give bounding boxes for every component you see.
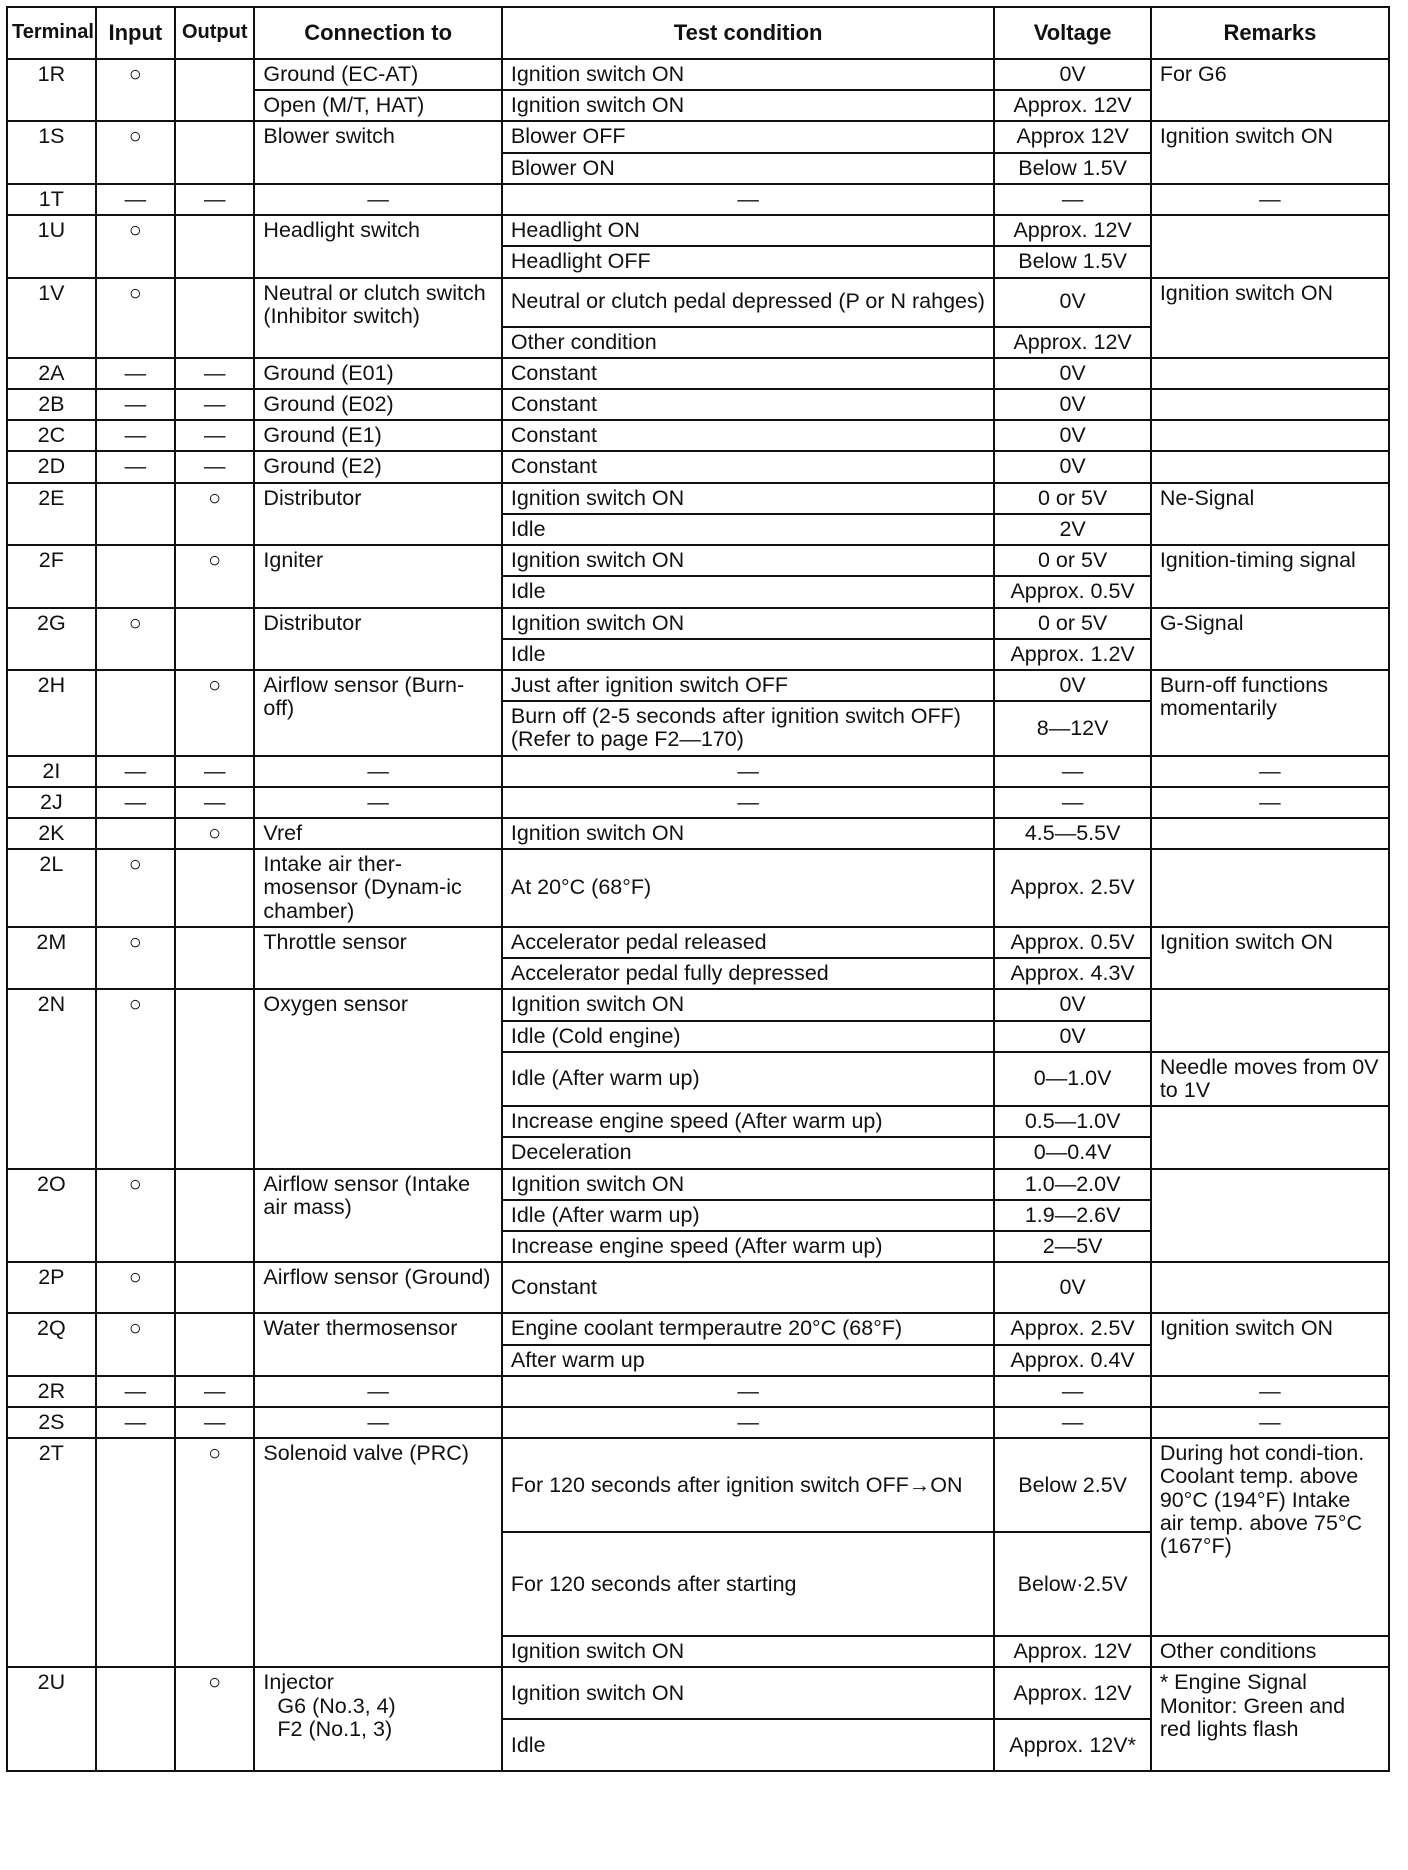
test-condition-cell: Ignition switch ON xyxy=(502,1636,995,1667)
output-mark: — xyxy=(175,1376,254,1407)
test-condition-cell: Ignition switch ON xyxy=(502,483,995,514)
remarks-cell: — xyxy=(1151,787,1389,818)
remarks-cell xyxy=(1151,420,1389,451)
remarks-cell: Ignition switch ON xyxy=(1151,927,1389,989)
table-row xyxy=(7,451,1389,482)
input-mark: ○ xyxy=(96,608,175,670)
terminal-cell: 2T xyxy=(7,1438,96,1667)
input-mark xyxy=(96,670,175,756)
voltage-cell: 0.5—1.0V xyxy=(994,1106,1150,1137)
input-mark: — xyxy=(96,787,175,818)
table-row xyxy=(7,121,1389,152)
table-row xyxy=(7,215,1389,246)
connection-cell: — xyxy=(254,756,501,787)
test-condition-cell: Increase engine speed (After warm up) xyxy=(502,1106,995,1137)
test-condition-cell: — xyxy=(502,756,995,787)
table-row xyxy=(7,608,1389,639)
connection-cell: Throttle sensor xyxy=(254,927,501,989)
voltage-cell: 4.5—5.5V xyxy=(994,818,1150,849)
terminal-cell: 2R xyxy=(7,1376,96,1407)
header-row xyxy=(7,7,1389,59)
voltage-cell: 0V xyxy=(994,451,1150,482)
remarks-cell: G-Signal xyxy=(1151,608,1389,670)
remarks-cell: — xyxy=(1151,1376,1389,1407)
connection-cell: Airflow sensor (Ground) xyxy=(254,1262,501,1313)
table-row xyxy=(7,787,1389,818)
output-mark xyxy=(175,989,254,1168)
test-condition-cell: Deceleration xyxy=(502,1137,995,1168)
output-mark: — xyxy=(175,420,254,451)
test-condition-cell: Idle xyxy=(502,514,995,545)
remarks-cell: Needle moves from 0V to 1V xyxy=(1151,1052,1389,1106)
table-row xyxy=(7,59,1389,90)
remarks-cell: Ne-Signal xyxy=(1151,483,1389,545)
input-mark: — xyxy=(96,184,175,215)
connection-cell: Blower switch xyxy=(254,121,501,183)
table-row xyxy=(7,1262,1389,1313)
input-mark: — xyxy=(96,1407,175,1438)
input-mark xyxy=(96,818,175,849)
remarks-cell: Ignition switch ON xyxy=(1151,278,1389,358)
output-mark: — xyxy=(175,451,254,482)
table-row xyxy=(7,927,1389,958)
table-row xyxy=(7,756,1389,787)
test-condition-cell: Increase engine speed (After warm up) xyxy=(502,1231,995,1262)
connection-cell: — xyxy=(254,1407,501,1438)
voltage-cell: 2V xyxy=(994,514,1150,545)
header-input: Input xyxy=(96,7,175,59)
terminal-cell: 1U xyxy=(7,215,96,277)
voltage-cell: Approx. 12V* xyxy=(994,1719,1150,1771)
voltage-cell: Approx. 12V xyxy=(994,327,1150,358)
table-row xyxy=(7,818,1389,849)
test-condition-cell: Constant xyxy=(502,420,995,451)
remarks-cell xyxy=(1151,451,1389,482)
input-mark: ○ xyxy=(96,121,175,183)
terminal-cell: 2E xyxy=(7,483,96,545)
remarks-cell: Ignition-timing signal xyxy=(1151,545,1389,607)
connection-cell: Ground (E2) xyxy=(254,451,501,482)
terminal-cell: 2G xyxy=(7,608,96,670)
test-condition-cell: — xyxy=(502,1407,995,1438)
test-condition-cell: Blower OFF xyxy=(502,121,995,152)
terminal-cell: 2P xyxy=(7,1262,96,1313)
terminal-cell: 2L xyxy=(7,849,96,927)
connection-cell: Open (M/T, HAT) xyxy=(254,90,501,121)
test-condition-cell: Ignition switch ON xyxy=(502,1169,995,1200)
output-mark: ○ xyxy=(175,1438,254,1667)
input-mark: ○ xyxy=(96,1262,175,1313)
remarks-cell: Ignition switch ON xyxy=(1151,1313,1389,1375)
voltage-cell: 0V xyxy=(994,989,1150,1020)
voltage-cell: Below 1.5V xyxy=(994,246,1150,277)
test-condition-cell: For 120 seconds after ignition switch OFF→ON xyxy=(502,1438,995,1532)
terminal-cell: 2N xyxy=(7,989,96,1168)
connection-cell: Airflow sensor (Intake air mass) xyxy=(254,1169,501,1263)
voltage-cell: 0V xyxy=(994,1021,1150,1052)
test-condition-cell: Ignition switch ON xyxy=(502,59,995,90)
output-mark: ○ xyxy=(175,818,254,849)
connection-cell: Solenoid valve (PRC) xyxy=(254,1438,501,1667)
test-condition-cell: Constant xyxy=(502,451,995,482)
test-condition-cell: For 120 seconds after starting xyxy=(502,1532,995,1636)
table-row xyxy=(7,358,1389,389)
terminal-cell: 2C xyxy=(7,420,96,451)
terminal-cell: 1V xyxy=(7,278,96,358)
remarks-cell: Burn-off functions momentarily xyxy=(1151,670,1389,756)
header-voltage: Voltage xyxy=(994,7,1150,59)
header-connection: Connection to xyxy=(254,7,501,59)
terminal-cell: 2F xyxy=(7,545,96,607)
input-mark: ○ xyxy=(96,989,175,1168)
table-row xyxy=(7,545,1389,576)
connection-cell: — xyxy=(254,1376,501,1407)
terminal-cell: 2J xyxy=(7,787,96,818)
table-row xyxy=(7,184,1389,215)
test-condition-cell: Constant xyxy=(502,389,995,420)
test-condition-cell: Ignition switch ON xyxy=(502,818,995,849)
test-condition-cell: At 20°C (68°F) xyxy=(502,849,995,927)
voltage-cell: 0 or 5V xyxy=(994,483,1150,514)
voltage-cell: 8—12V xyxy=(994,701,1150,755)
test-condition-cell: — xyxy=(502,184,995,215)
remarks-cell xyxy=(1151,1106,1389,1168)
test-condition-cell: Neutral or clutch pedal depressed (P or N rahges) xyxy=(502,278,995,327)
output-mark xyxy=(175,1169,254,1263)
table-row xyxy=(7,1438,1389,1532)
output-mark xyxy=(175,278,254,358)
connection-cell: Ground (E01) xyxy=(254,358,501,389)
connection-cell: Distributor xyxy=(254,483,501,545)
terminal-cell: 1T xyxy=(7,184,96,215)
voltage-cell: 0V xyxy=(994,420,1150,451)
remarks-cell xyxy=(1151,989,1389,1051)
connection-cell: Ground (E1) xyxy=(254,420,501,451)
output-mark: — xyxy=(175,1407,254,1438)
input-mark: — xyxy=(96,389,175,420)
test-condition-cell: — xyxy=(502,1376,995,1407)
header-terminal: Terminal xyxy=(7,7,96,59)
output-mark: — xyxy=(175,358,254,389)
connection-cell: Headlight switch xyxy=(254,215,501,277)
voltage-cell: Approx. 4.3V xyxy=(994,958,1150,989)
test-condition-cell: Ignition switch ON xyxy=(502,545,995,576)
table-row xyxy=(7,989,1389,1020)
table-row xyxy=(7,1667,1389,1719)
output-mark: — xyxy=(175,787,254,818)
input-mark xyxy=(96,483,175,545)
test-condition-cell: Idle (After warm up) xyxy=(502,1200,995,1231)
voltage-cell: Approx 12V xyxy=(994,121,1150,152)
connection-cell: Oxygen sensor xyxy=(254,989,501,1168)
connection-cell: Water thermosensor xyxy=(254,1313,501,1375)
remarks-cell: Other conditions xyxy=(1151,1636,1389,1667)
remarks-cell: — xyxy=(1151,756,1389,787)
remarks-cell xyxy=(1151,1262,1389,1313)
voltage-cell: 0V xyxy=(994,59,1150,90)
voltage-cell: 1.9—2.6V xyxy=(994,1200,1150,1231)
table-row xyxy=(7,389,1389,420)
output-mark: ○ xyxy=(175,545,254,607)
test-condition-cell: Just after ignition switch OFF xyxy=(502,670,995,701)
voltage-cell: 0V xyxy=(994,278,1150,327)
remarks-cell xyxy=(1151,818,1389,849)
test-condition-cell: Ignition switch ON xyxy=(502,608,995,639)
input-mark: ○ xyxy=(96,1169,175,1263)
input-mark: — xyxy=(96,451,175,482)
test-condition-cell: Accelerator pedal released xyxy=(502,927,995,958)
terminal-cell: 2S xyxy=(7,1407,96,1438)
test-condition-cell: Idle (Cold engine) xyxy=(502,1021,995,1052)
remarks-cell: For G6 xyxy=(1151,59,1389,121)
test-condition-cell: Ignition switch ON xyxy=(502,90,995,121)
voltage-cell: — xyxy=(994,787,1150,818)
test-condition-cell: Headlight ON xyxy=(502,215,995,246)
remarks-cell xyxy=(1151,215,1389,277)
test-condition-cell: Engine coolant termperautre 20°C (68°F) xyxy=(502,1313,995,1344)
test-condition-cell: Idle xyxy=(502,576,995,607)
voltage-cell: Approx. 2.5V xyxy=(994,1313,1150,1344)
input-mark xyxy=(96,545,175,607)
test-condition-cell: Idle xyxy=(502,639,995,670)
test-condition-cell: After warm up xyxy=(502,1345,995,1376)
output-mark: ○ xyxy=(175,483,254,545)
terminal-cell: 2A xyxy=(7,358,96,389)
terminal-table xyxy=(6,6,1390,1772)
terminal-cell: 2K xyxy=(7,818,96,849)
terminal-cell: 2Q xyxy=(7,1313,96,1375)
input-mark: ○ xyxy=(96,1313,175,1375)
voltage-cell: Approx. 12V xyxy=(994,1667,1150,1719)
terminal-cell: 2B xyxy=(7,389,96,420)
remarks-cell xyxy=(1151,358,1389,389)
connection-cell: Neutral or clutch switch (Inhibitor switch) xyxy=(254,278,501,358)
terminal-cell: 2D xyxy=(7,451,96,482)
table-row xyxy=(7,1407,1389,1438)
input-mark xyxy=(96,1667,175,1771)
table-row xyxy=(7,670,1389,701)
input-mark: ○ xyxy=(96,278,175,358)
connection-cell: Distributor xyxy=(254,608,501,670)
voltage-cell: Approx. 0.5V xyxy=(994,576,1150,607)
injector-f2: F2 (No.1, 3) xyxy=(277,1716,393,1741)
voltage-cell: 0—1.0V xyxy=(994,1052,1150,1106)
voltage-cell: 0 or 5V xyxy=(994,545,1150,576)
output-mark: ○ xyxy=(175,1667,254,1771)
terminal-cell: 2H xyxy=(7,670,96,756)
test-condition-cell: — xyxy=(502,787,995,818)
voltage-cell: — xyxy=(994,184,1150,215)
connection-cell: Ground (EC-AT) xyxy=(254,59,501,90)
test-condition-cell: Headlight OFF xyxy=(502,246,995,277)
voltage-cell: Approx. 12V xyxy=(994,215,1150,246)
table-row xyxy=(7,483,1389,514)
terminal-cell: 2U xyxy=(7,1667,96,1771)
input-mark: — xyxy=(96,420,175,451)
output-mark xyxy=(175,59,254,121)
voltage-cell: 0 or 5V xyxy=(994,608,1150,639)
table-row xyxy=(7,420,1389,451)
table-row xyxy=(7,1313,1389,1344)
input-mark: ○ xyxy=(96,849,175,927)
output-mark xyxy=(175,121,254,183)
table-row xyxy=(7,849,1389,927)
test-condition-cell: Constant xyxy=(502,1262,995,1313)
test-condition-cell: Other condition xyxy=(502,327,995,358)
remarks-cell: During hot condi-tion. Coolant temp. above 90°C (194°F) Intake air temp. above 75°C (167°F) xyxy=(1151,1438,1389,1636)
output-mark xyxy=(175,1262,254,1313)
voltage-cell: 1.0—2.0V xyxy=(994,1169,1150,1200)
input-mark: ○ xyxy=(96,215,175,277)
table-row xyxy=(7,278,1389,327)
connection-cell: — xyxy=(254,184,501,215)
remarks-cell: — xyxy=(1151,184,1389,215)
voltage-cell: 2—5V xyxy=(994,1231,1150,1262)
voltage-cell: Approx. 0.4V xyxy=(994,1345,1150,1376)
test-condition-cell: Constant xyxy=(502,358,995,389)
voltage-cell: 0V xyxy=(994,389,1150,420)
remarks-cell: * Engine Signal Monitor: Green and red lights flash xyxy=(1151,1667,1389,1771)
voltage-cell: Below 1.5V xyxy=(994,153,1150,184)
input-mark: — xyxy=(96,756,175,787)
connection-cell: — xyxy=(254,787,501,818)
voltage-cell: 0—0.4V xyxy=(994,1137,1150,1168)
voltage-cell: 0V xyxy=(994,670,1150,701)
voltage-cell: Below 2.5V xyxy=(994,1438,1150,1532)
connection-cell xyxy=(254,1667,501,1771)
terminal-voltage-sheet xyxy=(6,6,1390,1772)
output-mark xyxy=(175,849,254,927)
terminal-cell: 1R xyxy=(7,59,96,121)
input-mark: ○ xyxy=(96,59,175,121)
output-mark: — xyxy=(175,389,254,420)
connection-cell: Ground (E02) xyxy=(254,389,501,420)
test-condition-cell: Ignition switch ON xyxy=(502,1667,995,1719)
remarks-cell xyxy=(1151,389,1389,420)
remarks-cell: — xyxy=(1151,1407,1389,1438)
input-mark: ○ xyxy=(96,927,175,989)
voltage-cell: Approx. 1.2V xyxy=(994,639,1150,670)
table-row xyxy=(7,1169,1389,1200)
voltage-cell: Approx. 2.5V xyxy=(994,849,1150,927)
header-output: Output xyxy=(175,7,254,59)
remarks-cell: Ignition switch ON xyxy=(1151,121,1389,183)
remarks-cell xyxy=(1151,849,1389,927)
input-mark: — xyxy=(96,1376,175,1407)
voltage-cell: — xyxy=(994,1376,1150,1407)
test-condition-cell: Idle (After warm up) xyxy=(502,1052,995,1106)
terminal-cell: 2O xyxy=(7,1169,96,1263)
connection-cell: Airflow sensor (Burn-off) xyxy=(254,670,501,756)
test-condition-cell: Burn off (2-5 seconds after ignition switch OFF) (Refer to page F2—170) xyxy=(502,701,995,755)
test-condition-cell: Idle xyxy=(502,1719,995,1771)
input-mark: — xyxy=(96,358,175,389)
voltage-cell: 0V xyxy=(994,358,1150,389)
terminal-cell: 2M xyxy=(7,927,96,989)
output-mark: — xyxy=(175,184,254,215)
voltage-cell: 0V xyxy=(994,1262,1150,1313)
table-row xyxy=(7,1376,1389,1407)
header-remarks: Remarks xyxy=(1151,7,1389,59)
connection-cell: Vref xyxy=(254,818,501,849)
output-mark xyxy=(175,608,254,670)
voltage-cell: — xyxy=(994,1407,1150,1438)
input-mark xyxy=(96,1438,175,1667)
voltage-cell: Below·2.5V xyxy=(994,1532,1150,1636)
output-mark xyxy=(175,215,254,277)
output-mark xyxy=(175,1313,254,1375)
injector-g6: G6 (No.3, 4) xyxy=(277,1693,396,1718)
voltage-cell: Approx. 0.5V xyxy=(994,927,1150,958)
test-condition-cell: Blower ON xyxy=(502,153,995,184)
terminal-cell: 1S xyxy=(7,121,96,183)
output-mark xyxy=(175,927,254,989)
connection-cell: Igniter xyxy=(254,545,501,607)
header-test-condition: Test condition xyxy=(502,7,995,59)
terminal-cell: 2I xyxy=(7,756,96,787)
injector-title: Injector xyxy=(263,1670,334,1695)
connection-cell: Intake air ther-mosensor (Dynam-ic chamber) xyxy=(254,849,501,927)
remarks-cell xyxy=(1151,1169,1389,1263)
voltage-cell: — xyxy=(994,756,1150,787)
voltage-cell: Approx. 12V xyxy=(994,1636,1150,1667)
test-condition-cell: Accelerator pedal fully depressed xyxy=(502,958,995,989)
voltage-cell: Approx. 12V xyxy=(994,90,1150,121)
output-mark: — xyxy=(175,756,254,787)
output-mark: ○ xyxy=(175,670,254,756)
test-condition-cell: Ignition switch ON xyxy=(502,989,995,1020)
